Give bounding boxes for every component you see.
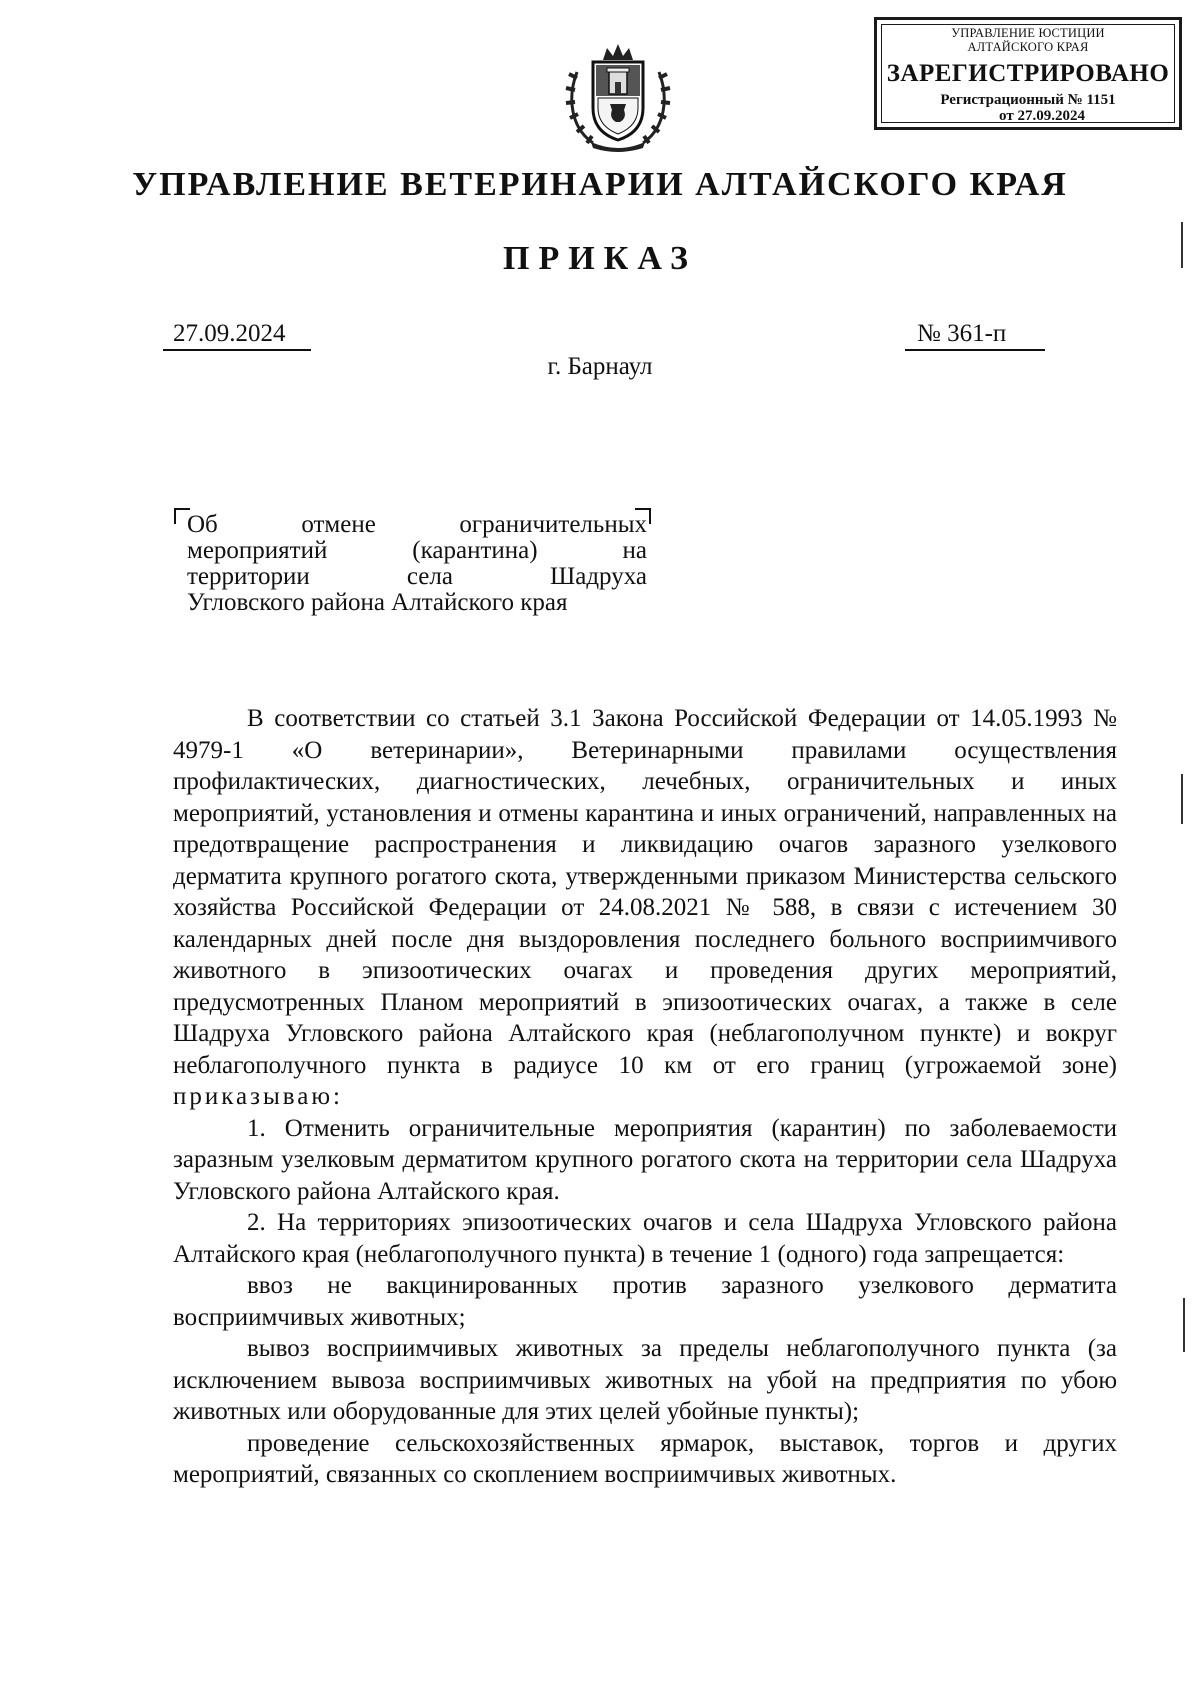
preamble-text: В соответствии со статьей 3.1 Закона Российской Федерации от 14.05.1993 № 4979-1 «О ветеринарии», Ветеринарными правилами осуществления профилактических, диагностических, лечебных, ограничительных и иных мероприятий, установления и отмены карантина и иных ограничений, направленных на предотвращение распространения и ликвидацию очагов заразного узелкового дерматита крупного рогатого скота, утвержденными приказом Министерства сельского хозяйства Российской Федерации от 24.08.2021 № 588, в связи с истечением 30 календарных дней после дня выздоровления последнего больного восприимчивого животного в эпизоотических очагах и проведения других мероприятий, предусмотренных Планом мероприятий в эпизоотических очагах, а также в селе Шадруха Угловского района Алтайского края (неблагополучном пункте) и вокруг неблагополучного пункта в радиусе 10 км от его границ (угрожаемой зоне) — [173, 705, 1117, 1079]
stamp-status: ЗАРЕГИСТРИРОВАНО — [886, 60, 1170, 87]
scan-margin-mark — [1183, 1298, 1185, 1352]
subject-line: территории села Шадруха — [187, 563, 647, 590]
document-type-title: ПРИКАЗ — [503, 240, 697, 277]
ban-2-paragraph: вывоз восприимчивых животных за пределы неблагополучного пункта (за исключением вывоза восприимчивых животных на убой на предприятия по убою животных или оборудованные для этих целей убойные пункты); — [173, 1335, 1117, 1425]
scan-margin-mark — [1181, 222, 1183, 268]
item-1-paragraph: 1. Отменить ограничительные мероприятия (карантин) по заболеваемости заразным узелковым дерматитом крупного рогатого скота на территории села Шадруха Угловского района Алтайского края. — [173, 1114, 1117, 1205]
document-body — [173, 703, 1117, 1491]
order-word: приказываю: — [173, 1083, 343, 1110]
item-2-paragraph: 2. На территориях эпизоотических очагов и села Шадруха Угловского района Алтайского края (неблагополучного пункта) в течение 1 (одного) года запрещается: — [173, 1209, 1117, 1268]
subject-line: мероприятий (карантина) на — [187, 537, 647, 564]
preamble-paragraph — [173, 703, 1117, 1113]
scan-margin-mark — [1181, 774, 1183, 824]
stamp-inner-frame — [881, 24, 1175, 123]
document-date: 27.09.2024 — [163, 319, 311, 351]
stamp-reg-date: от 27.09.2024 — [999, 108, 1085, 124]
subject-line: Угловского района Алтайского края — [187, 589, 568, 616]
document-number: № 361-п — [905, 319, 1045, 351]
stamp-authority: УПРАВЛЕНИЕ ЮСТИЦИИ АЛТАЙСКОГО КРАЯ — [951, 26, 1105, 54]
registration-stamp — [874, 17, 1182, 130]
organization-title: УПРАВЛЕНИЕ ВЕТЕРИНАРИИ АЛТАЙСКОГО КРАЯ — [132, 166, 1068, 203]
document-subject — [187, 512, 647, 616]
ban-3-paragraph: проведение сельскохозяйственных ярмарок, выставок, торгов и других мероприятий, связанных со скоплением восприимчивых животных. — [173, 1429, 1117, 1488]
subject-line: Об отмене ограничительных — [187, 511, 647, 538]
stamp-reg-number: Регистрационный № 1151 — [940, 92, 1116, 108]
ban-1-paragraph: ввоз не вакцинированных против заразного узелкового дерматита восприимчивых животных; — [173, 1272, 1117, 1331]
document-city: г. Барнаул — [547, 353, 653, 380]
coat-of-arms-icon — [563, 38, 673, 156]
